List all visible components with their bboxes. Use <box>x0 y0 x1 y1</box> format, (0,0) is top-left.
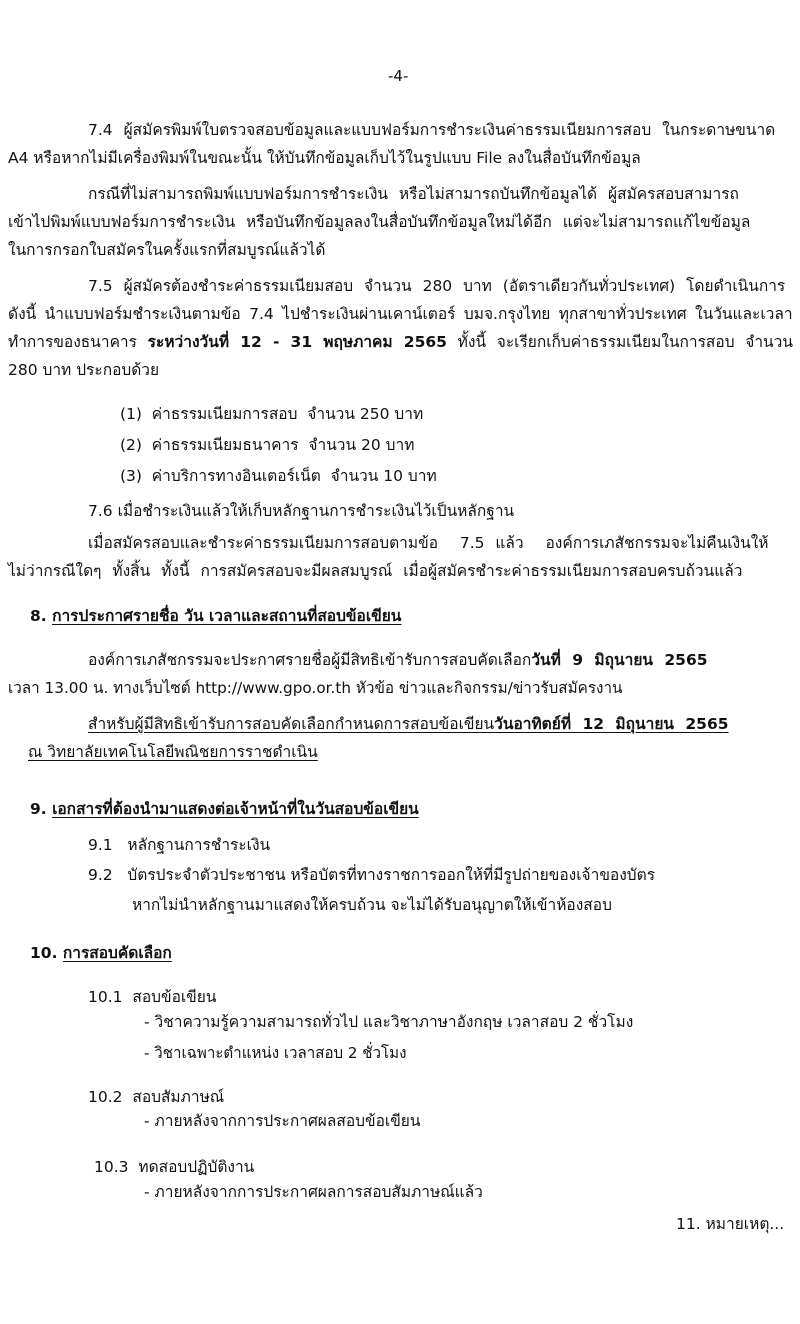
text-segment: 7.6 เมื่อชำระเงินแล้วให้เก็บหลักฐานการชำระเงินไว้เป็นหลักฐาน <box>88 502 515 520</box>
text-segment: 10. <box>30 944 63 962</box>
text-segment: เอกสารที่ต้องนำมาแสดงต่อเจ้าหน้าที่ในวันสอบข้อเขียน <box>52 800 419 818</box>
text-segment: วันที่ 9 มิถุนายน 2565 <box>531 651 708 669</box>
text-segment: - ภายหลังจากการประกาศผลการสอบสัมภาษณ์แล้ว <box>144 1183 483 1201</box>
text-segment: - ภายหลังจากการประกาศผลสอบข้อเขียน <box>144 1112 421 1130</box>
text-line <box>88 863 655 887</box>
text-line <box>8 358 159 382</box>
text-segment: ในการกรอกใบสมัครในครั้งแรกที่สมบูรณ์แล้วได้ <box>8 241 326 259</box>
text-line <box>676 1212 784 1236</box>
text-line <box>8 210 750 234</box>
text-segment: 10.2 สอบสัมภาษณ์ <box>88 1088 225 1106</box>
text-line <box>88 1085 224 1109</box>
text-line <box>144 1180 483 1204</box>
text-line <box>30 604 401 628</box>
text-segment: ณ วิทยาลัยเทคโนโลยีพณิชยการราชดำเนิน <box>28 743 318 761</box>
text-line <box>30 797 419 821</box>
text-line <box>8 238 325 262</box>
text-line <box>8 146 641 170</box>
text-line <box>88 712 729 736</box>
text-segment: ไม่ว่ากรณีใดๆ ทั้งสิ้น ทั้งนี้ การสมัครสอบจะมีผลสมบูรณ์ เมื่อผู้สมัครชำระค่าธรรมเนียมการสอบครบถ้วนแล้ว <box>8 562 743 580</box>
text-line <box>144 1109 420 1133</box>
text-segment: การสอบคัดเลือก <box>62 944 172 962</box>
text-segment: 7.5 ผู้สมัครต้องชำระค่าธรรมเนียมสอบ จำนวน 280 บาท (อัตราเดียวกันทั่วประเทศ) โดยดำเนินการ <box>88 277 786 295</box>
text-line <box>120 402 423 426</box>
text-segment: (2) ค่าธรรมเนียมธนาคาร จำนวน 20 บาท <box>120 436 415 454</box>
text-line <box>8 330 793 354</box>
text-line <box>88 499 514 523</box>
text-segment: - วิชาความรู้ความสามารถทั่วไป และวิชาภาษาอังกฤษ เวลาสอบ 2 ชั่วโมง <box>144 1013 634 1031</box>
text-segment: - วิชาเฉพาะตำแหน่ง เวลาสอบ 2 ชั่วโมง <box>144 1044 407 1062</box>
text-segment: 10.3 ทดสอบปฏิบัติงาน <box>94 1158 255 1176</box>
text-segment: 10.1 สอบข้อเขียน <box>88 988 217 1006</box>
text-segment: (1) ค่าธรรมเนียมการสอบ จำนวน 250 บาท <box>120 405 424 423</box>
text-line <box>88 531 769 555</box>
text-line <box>88 182 739 206</box>
text-segment: (3) ค่าบริการทางอินเตอร์เน็ต จำนวน 10 บาท <box>120 467 437 485</box>
text-segment: หากไม่นำหลักฐานมาแสดงให้ครบถ้วน จะไม่ได้รับอนุญาตให้เข้าห้องสอบ <box>132 896 612 914</box>
text-line <box>88 274 785 298</box>
text-line <box>144 1041 406 1065</box>
text-segment: ทั้งนี้ จะเรียกเก็บค่าธรรมเนียมในการสอบ จำนวน <box>446 333 793 351</box>
text-line <box>94 1155 254 1179</box>
text-segment: การประกาศรายชื่อ วัน เวลาและสถานที่สอบข้อเขียน <box>52 607 402 625</box>
text-line <box>8 676 622 700</box>
text-segment: 9.1 หลักฐานการชำระเงิน <box>88 836 271 854</box>
text-segment: 8. <box>30 607 53 625</box>
text-segment: 7.4 ผู้สมัครพิมพ์ใบตรวจสอบข้อมูลและแบบฟอร์มการชำระเงินค่าธรรมเนียมการสอบ ในกระดาษขนาด <box>88 121 776 139</box>
text-line <box>30 941 172 965</box>
text-line <box>132 893 612 917</box>
text-line <box>8 559 742 583</box>
text-segment: 9.2 บัตรประจำตัวประชาชน หรือบัตรที่ทางราชการออกให้ที่มีรูปถ่ายของเจ้าของบัตร <box>88 866 656 884</box>
text-line <box>8 302 793 326</box>
text-line <box>88 648 708 672</box>
text-segment: ดังนี้ นำแบบฟอร์มชำระเงินตามข้อ 7.4 ไปชำระเงินผ่านเคาน์เตอร์ บมจ.กรุงไทย ทุกสาขาทั่วประเทศ ในวันและเวลา <box>8 305 793 323</box>
text-line <box>88 118 775 142</box>
text-segment: ระหว่างวันที่ 12 - 31 พฤษภาคม 2565 <box>147 333 447 351</box>
text-segment: A4 หรือหากไม่มีเครื่องพิมพ์ในขณะนั้น ให้บันทึกข้อมูลเก็บไว้ในรูปแบบ File ลงในสื่อบันทึกข้อมูล <box>8 149 641 167</box>
text-line <box>88 833 270 857</box>
text-line <box>120 433 414 457</box>
text-segment: เวลา 13.00 น. ทางเว็บไซต์ http://www.gpo.or.th หัวข้อ ข่าวและกิจกรรม/ข่าวรับสมัครงาน <box>8 679 623 697</box>
text-line <box>28 740 318 764</box>
text-line <box>88 985 216 1009</box>
text-segment: เข้าไปพิมพ์แบบฟอร์มการชำระเงิน หรือบันทึกข้อมูลลงในสื่อบันทึกข้อมูลใหม่ได้อีก แต่จะไม่สามารถแก้ไขข้อมูล <box>8 213 751 231</box>
text-segment: สำหรับผู้มีสิทธิเข้ารับการสอบคัดเลือกกำหนดการสอบข้อเขียน <box>88 715 495 733</box>
text-line <box>144 1010 633 1034</box>
text-segment: องค์การเภสัชกรรมจะประกาศรายชื่อผู้มีสิทธิเข้ารับการสอบคัดเลือก <box>88 651 532 669</box>
text-segment: 280 บาท ประกอบด้วย <box>8 361 160 379</box>
page-number: -4- <box>388 67 409 85</box>
text-segment: กรณีที่ไม่สามารถพิมพ์แบบฟอร์มการชำระเงิน หรือไม่สามารถบันทึกข้อมูลได้ ผู้สมัครสอบสามารถ <box>88 185 739 203</box>
text-segment: 11. หมายเหตุ... <box>676 1215 785 1233</box>
text-line <box>120 464 437 488</box>
text-segment: ทำการของธนาคาร <box>8 333 148 351</box>
text-segment: 9. <box>30 800 53 818</box>
text-segment: วันอาทิตย์ที่ 12 มิถุนายน 2565 <box>494 715 729 733</box>
text-segment: เมื่อสมัครสอบและชำระค่าธรรมเนียมการสอบตามข้อ 7.5 แล้ว องค์การเภสัชกรรมจะไม่คืนเงินให้ <box>88 534 769 552</box>
